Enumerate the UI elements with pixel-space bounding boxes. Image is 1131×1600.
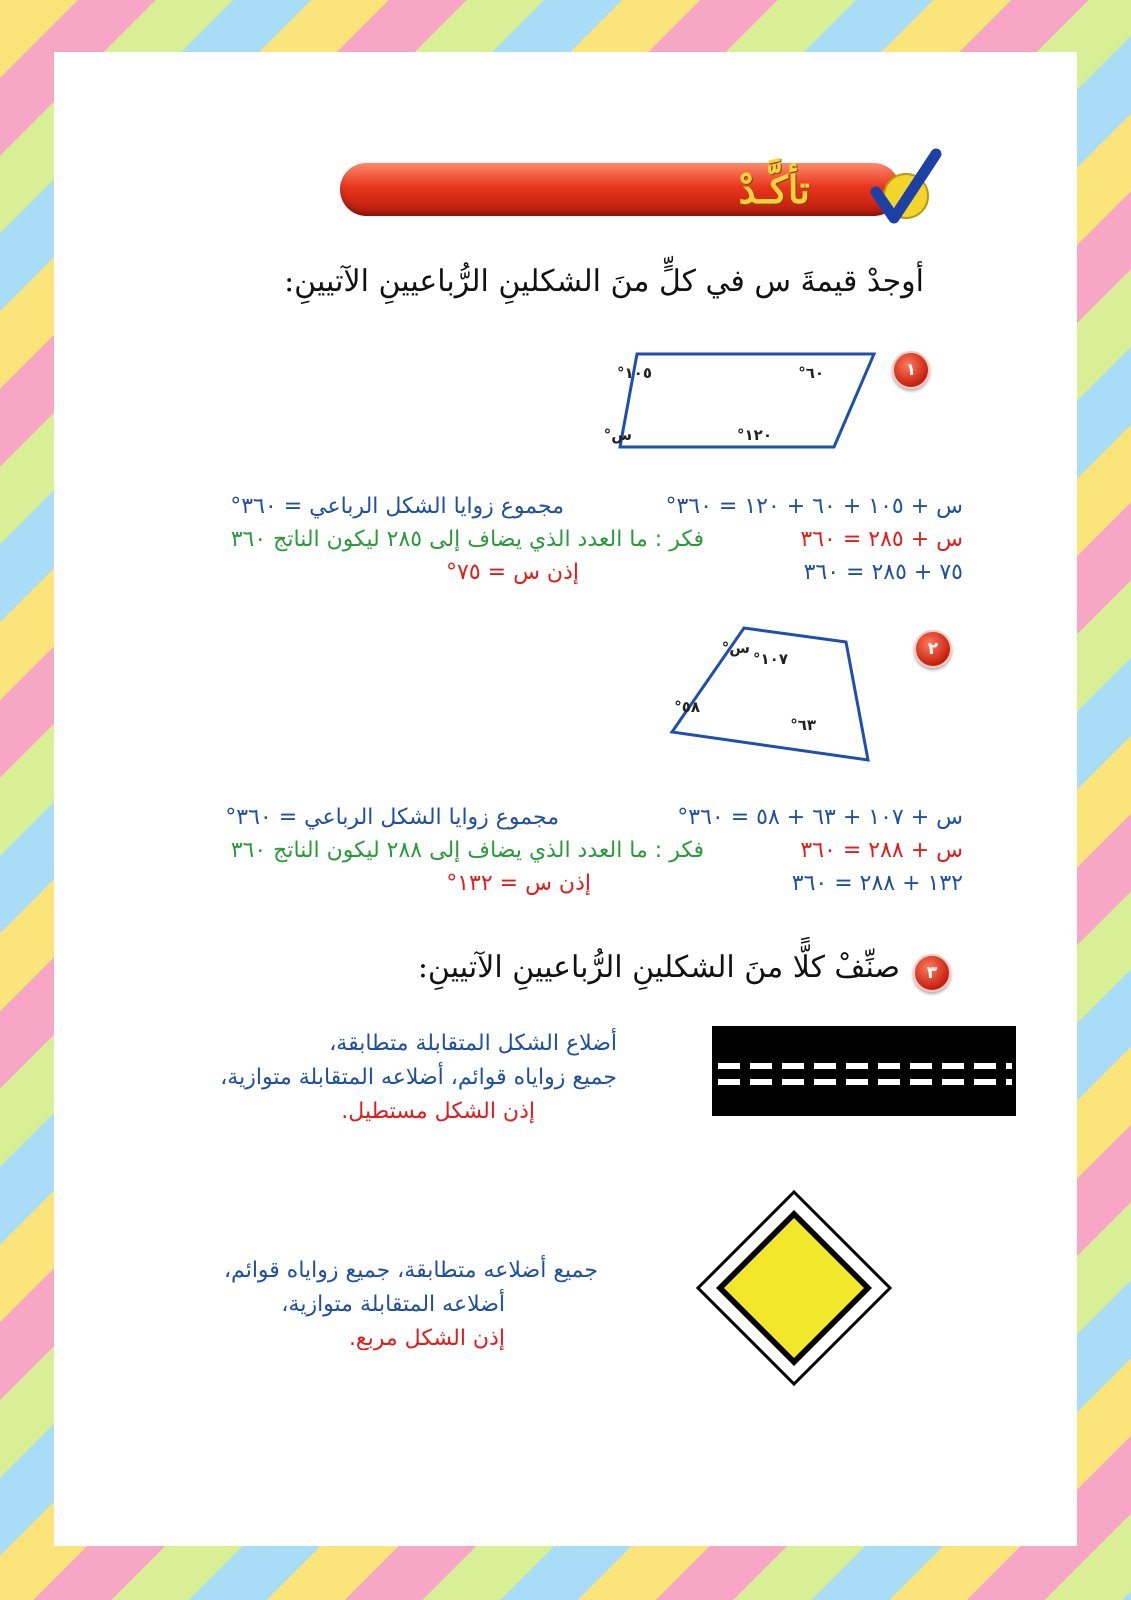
- angle-x2-label: س°: [721, 639, 750, 657]
- problem-3-heading: صنِّفْ كلًّا منَ الشكلينِ الرُّباعيينِ الآتيينِ:: [417, 950, 900, 985]
- p2-step1-right: س + ١٠٧ + ٦٣ + ٥٨ = ٣٦٠°: [677, 805, 963, 830]
- angle-x-label: س°: [603, 426, 632, 444]
- angle-105-label: ١٠٥°: [617, 364, 652, 382]
- p1-step2-right: س + ٢٨٥ = ٣٦٠: [800, 527, 963, 552]
- p2-step1-left: مجموع زوايا الشكل الرباعي = ٣٦٠°: [225, 805, 559, 830]
- checkmark-icon: [858, 140, 948, 230]
- banner-title: تأكَّـدْ: [738, 167, 810, 212]
- problem-2-trapezoid: [668, 620, 888, 770]
- p2-step3-right: ١٣٢ + ٢٨٨ = ٣٦٠: [791, 871, 963, 896]
- shape1-line1: أضلاع الشكل المتقابلة متطابقة،: [329, 1031, 617, 1056]
- shape2-conclusion: إذن الشكل مربع.: [348, 1326, 505, 1351]
- problem-1-parallelogram: [603, 346, 882, 456]
- problem-2-badge: ٢: [914, 630, 952, 668]
- instruction-text: أوجدْ قيمةَ س في كلٍّ منَ الشكلينِ الرُّباعيينِ الآتيينِ:: [284, 264, 924, 299]
- p1-step1-right: س + ١٠٥ + ٦٠ + ١٢٠ = ٣٦٠°: [665, 494, 963, 519]
- angle-63-label: ٦٣°: [790, 716, 816, 734]
- angle-60-label: ٦٠°: [798, 364, 824, 382]
- p2-step3-left: إذن س = ١٣٢°: [446, 871, 591, 896]
- rectangle-road-image: [712, 1026, 1016, 1116]
- angle-58-label: ٥٨°: [674, 698, 700, 716]
- p1-step3-left: إذن س = ٧٥°: [446, 560, 579, 585]
- problem-3-badge: ٣: [913, 954, 951, 992]
- angle-120-label: ١٢٠°: [737, 426, 772, 444]
- angle-107-label: ١٠٧°: [753, 650, 788, 668]
- shape1-line2: جميع زواياه قوائم، أضلاعه المتقابلة متوازية،: [220, 1065, 617, 1090]
- square-sign-image: [694, 1188, 894, 1388]
- shape2-line2: أضلاعه المتقابلة متوازية،: [281, 1292, 505, 1317]
- p2-step2-left: فكر : ما العدد الذي يضاف إلى ٢٨٨ ليكون الناتج ٣٦٠: [230, 838, 704, 863]
- p1-step3-right: ٧٥ + ٢٨٥ = ٣٦٠: [803, 560, 963, 585]
- shape2-line1: جميع أضلاعه متطابقة، جميع زواياه قوائم،: [223, 1258, 598, 1283]
- problem-1-badge: ١: [892, 351, 930, 389]
- shape1-conclusion: إذن الشكل مستطيل.: [341, 1099, 535, 1124]
- p1-step1-left: مجموع زوايا الشكل الرباعي = ٣٦٠°: [230, 494, 564, 519]
- p2-step2-right: س + ٢٨٨ = ٣٦٠: [800, 838, 963, 863]
- section-banner: [340, 163, 900, 216]
- p1-step2-left: فكر : ما العدد الذي يضاف إلى ٢٨٥ ليكون الناتج ٣٦٠: [230, 527, 704, 552]
